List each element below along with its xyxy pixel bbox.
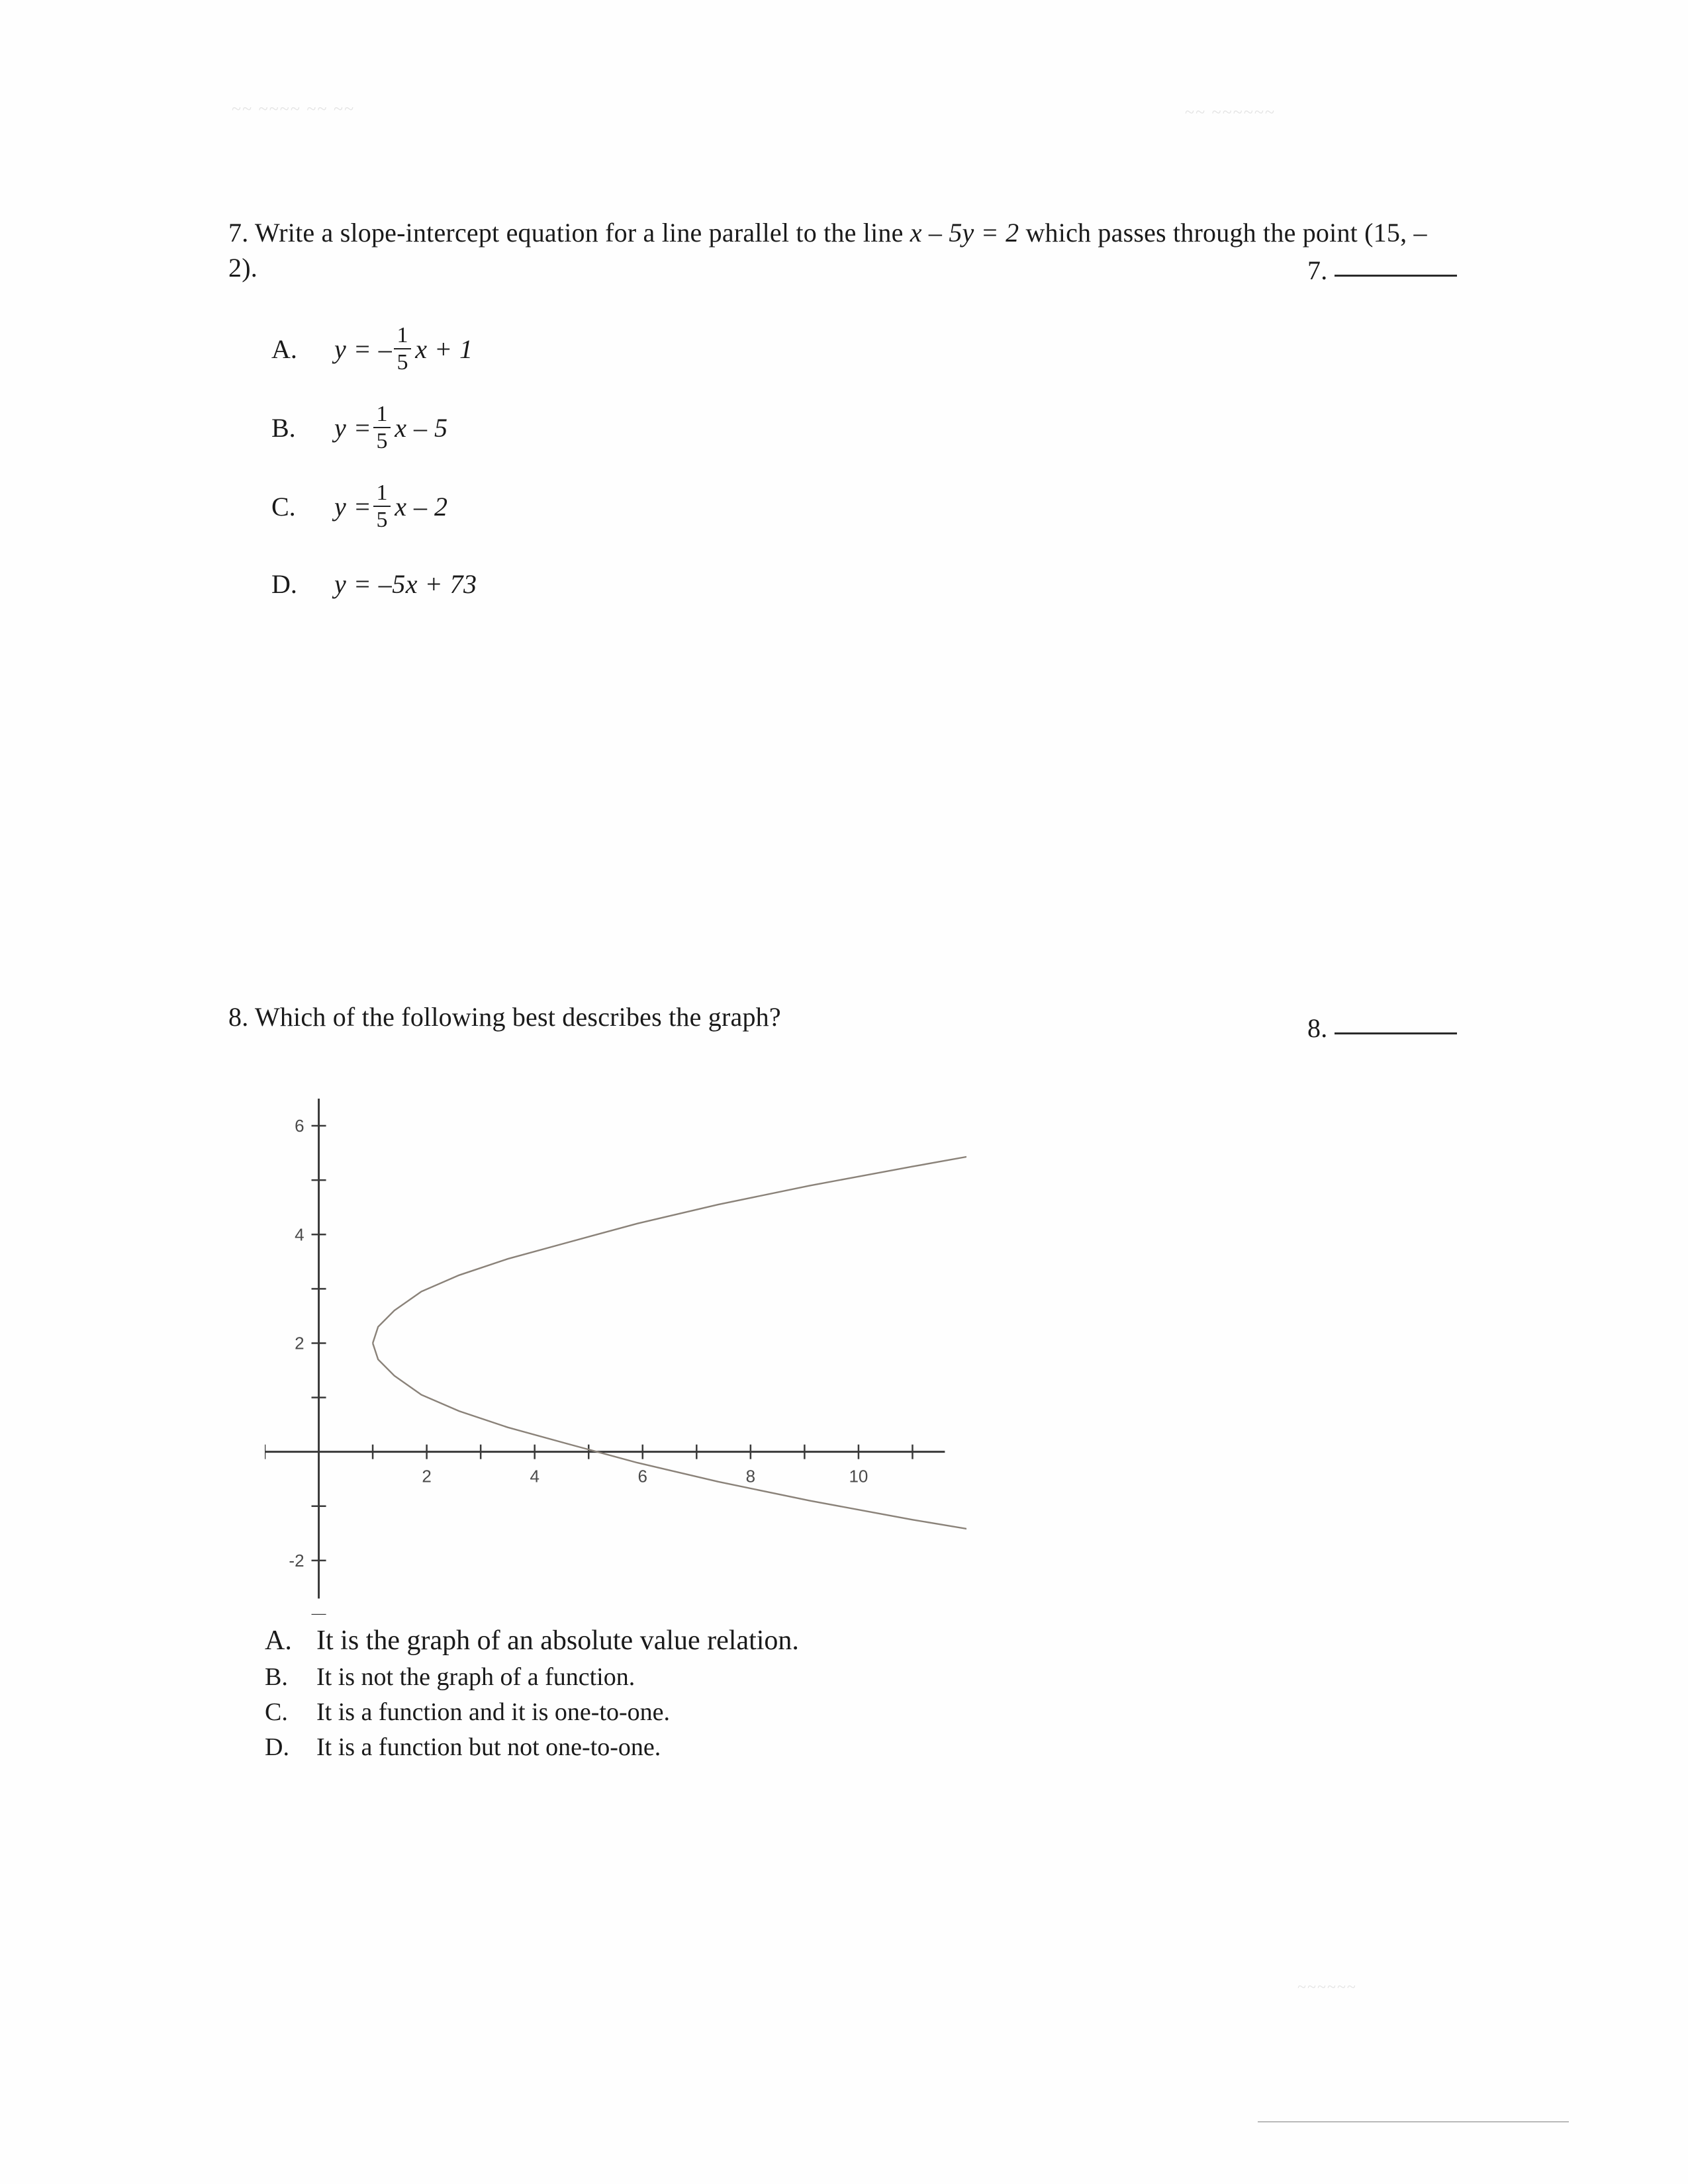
fraction [373, 403, 391, 453]
choice-text: It is a function and it is one-to-one. [316, 1698, 670, 1726]
choice-rhs: x + 1 [415, 334, 473, 364]
scan-artifact-top-left: ~~ ~~~~ ~~ ~~ [232, 99, 355, 118]
x-axis-tick-labels [422, 1467, 868, 1486]
choice-letter: B. [271, 413, 296, 443]
question-8-number: 8. [228, 1002, 249, 1032]
fraction-denominator: 5 [397, 350, 408, 375]
question-8-answer-slot[interactable] [1307, 1013, 1457, 1044]
question-8 [228, 999, 1221, 1034]
question-7-number: 7. [228, 218, 249, 248]
choice-letter: C. [265, 1698, 288, 1726]
choice-letter: A. [265, 1625, 292, 1656]
choice-letter: C. [271, 492, 296, 522]
y-tick-label: 4 [295, 1224, 305, 1245]
question-8-choice-b[interactable] [265, 1662, 1192, 1692]
question-8-choice-a[interactable] [265, 1625, 1192, 1657]
choice-lhs: y = –5x + 73 [334, 569, 477, 599]
question-7-prompt [228, 215, 1453, 285]
question-7 [228, 215, 1453, 285]
question-8-choices [265, 1625, 1192, 1768]
question-8-prompt [228, 999, 1221, 1034]
choice-letter: D. [265, 1733, 289, 1761]
choice-letter: A. [271, 334, 297, 364]
question-7-answer-slot[interactable] [1307, 255, 1457, 286]
question-7-answer-blank[interactable] [1335, 275, 1457, 277]
question-7-choice-b[interactable] [271, 403, 1066, 453]
choice-text: It is the graph of an absolute value relation. [316, 1625, 799, 1656]
choice-lhs: y = – [334, 334, 393, 364]
question-7-choice-a[interactable] [271, 324, 1066, 374]
y-tick-label: -2 [289, 1550, 305, 1570]
choice-letter: D. [271, 569, 297, 599]
fraction-denominator: 5 [376, 429, 388, 453]
question-7-choice-d[interactable] [271, 561, 1066, 607]
y-axis-tick-labels [289, 1116, 304, 1570]
choice-expression [334, 324, 475, 374]
choice-expression [334, 403, 450, 453]
question-8-choice-c[interactable] [265, 1698, 1192, 1727]
parabola-plot [265, 1099, 966, 1615]
choice-expression [334, 482, 450, 531]
choice-rhs: x – 2 [395, 492, 448, 522]
question-7-text-part-2: which passes through the point (15, –2). [228, 218, 1427, 283]
fraction-denominator: 5 [376, 508, 388, 532]
choice-lhs: y = [334, 413, 372, 443]
choice-letter: B. [265, 1663, 288, 1691]
question-8-text: Which of the following best describes the graph? [254, 1002, 781, 1032]
question-7-choices [271, 324, 1066, 636]
x-tick-label: 8 [745, 1466, 756, 1486]
parabola-upper-branch [373, 1153, 966, 1343]
choice-rhs: x – 5 [395, 413, 448, 443]
y-tick-label: 2 [295, 1333, 305, 1353]
parabola-lower-branch [373, 1343, 966, 1531]
choice-expression [334, 569, 477, 600]
question-8-graph [265, 1099, 966, 1615]
question-8-answer-blank[interactable] [1335, 1032, 1457, 1034]
question-8-answer-label: 8. [1307, 1013, 1328, 1043]
question-7-choice-c[interactable] [271, 482, 1066, 531]
choice-text: It is a function but not one-to-one. [316, 1733, 661, 1761]
x-tick-label: 10 [849, 1466, 868, 1486]
choice-text: It is not the graph of a function. [316, 1663, 635, 1691]
fraction [394, 324, 411, 374]
choice-lhs: y = [334, 492, 372, 522]
question-7-answer-label: 7. [1307, 255, 1328, 285]
question-8-choice-d[interactable] [265, 1733, 1192, 1762]
page-bottom-rule [1258, 2121, 1569, 2122]
question-7-equation: x – 5y = 2 [910, 218, 1019, 248]
x-tick-label: 6 [637, 1466, 648, 1486]
scan-artifact-top-right: ~~ ~~~~~~ [1185, 103, 1276, 122]
fraction [373, 482, 391, 531]
y-tick-label: 6 [295, 1116, 305, 1136]
x-tick-label: 2 [422, 1466, 432, 1486]
x-tick-label: 4 [530, 1466, 539, 1486]
fraction-numerator: 1 [376, 480, 388, 505]
question-7-text-part-1: Write a slope-intercept equation for a line parallel to the line [254, 218, 910, 248]
fraction-numerator: 1 [397, 323, 408, 347]
fraction-numerator: 1 [376, 402, 388, 426]
scan-artifact-bottom-right: ~~~~~~ [1297, 1979, 1357, 1996]
